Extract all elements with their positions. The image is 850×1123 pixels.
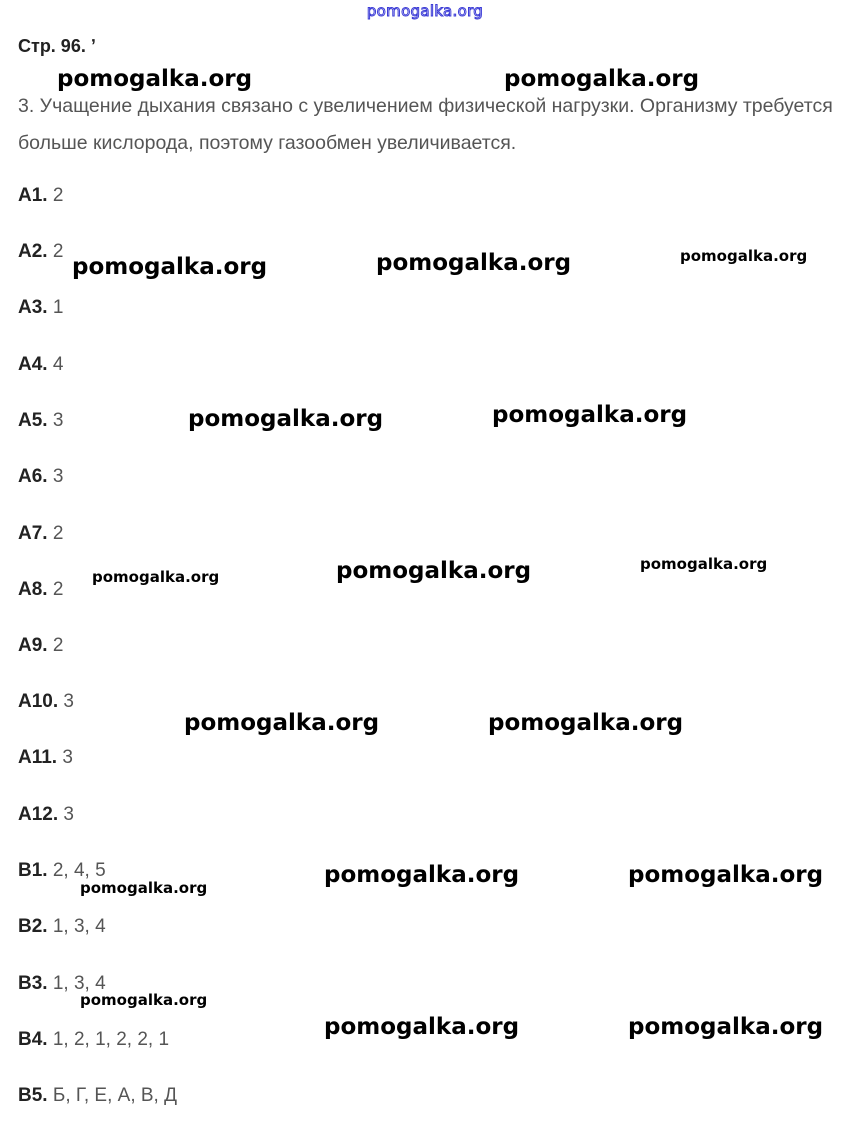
answer-a6 — [18, 466, 63, 488]
answer-b5 — [18, 1085, 177, 1107]
answer-label: А7. — [18, 523, 48, 544]
answer-value: 2 — [52, 579, 64, 600]
answer-a1 — [18, 185, 63, 207]
answer-value: 4 — [52, 354, 64, 375]
watermark: pomogalka.org — [188, 406, 384, 432]
watermark: pomogalka.org — [628, 1014, 824, 1040]
page-label-mark: ʼ — [90, 36, 96, 56]
answer-value: 1, 3, 4 — [52, 916, 106, 937]
watermark: pomogalka.org — [488, 710, 684, 736]
answer-value: 2 — [52, 241, 64, 262]
answer-value: 1 — [52, 297, 64, 318]
watermark: pomogalka.org — [628, 862, 824, 888]
page-label-text: Стр. 96. — [18, 36, 86, 56]
answer-label: А4. — [18, 354, 48, 375]
answer-value: 3 — [52, 466, 64, 487]
answer-label: А5. — [18, 410, 48, 431]
answer-label: А3. — [18, 297, 48, 318]
answer-value: 2 — [52, 523, 64, 544]
answer-value: 3 — [52, 410, 64, 431]
answer-label: А6. — [18, 466, 48, 487]
header-watermark: pomogalka.org — [366, 2, 484, 20]
answer-value: 1, 3, 4 — [52, 973, 106, 994]
answer-label: А1. — [18, 185, 48, 206]
watermark: pomogalka.org — [680, 247, 808, 265]
answer-a11 — [18, 747, 73, 769]
answer-label: В5. — [18, 1085, 48, 1106]
watermark: pomogalka.org — [324, 1014, 520, 1040]
answer-a5 — [18, 410, 63, 432]
answer-paragraph: 3. Учащение дыхания связано с увеличением физической нагрузки. Организму требуется больше кислорода, поэтому газообмен увеличивается. — [18, 95, 833, 154]
answer-label: В4. — [18, 1029, 48, 1050]
page-label — [18, 36, 96, 57]
watermark: pomogalka.org — [504, 66, 700, 92]
answer-a4 — [18, 354, 63, 376]
watermark: pomogalka.org — [184, 710, 380, 736]
watermark: pomogalka.org — [92, 568, 220, 586]
answer-label: А10. — [18, 691, 59, 712]
answer-a8 — [18, 579, 63, 601]
answer-b2 — [18, 916, 106, 938]
answer-a7 — [18, 523, 63, 545]
watermark: pomogalka.org — [80, 991, 208, 1009]
answer-value: Б, Г, Е, А, В, Д — [52, 1085, 177, 1106]
answer-value: 2, 4, 5 — [52, 860, 106, 881]
watermark: pomogalka.org — [376, 250, 572, 276]
watermark: pomogalka.org — [80, 879, 208, 897]
answer-value: 2 — [52, 635, 64, 656]
answer-label: В2. — [18, 916, 48, 937]
answer-label: В3. — [18, 973, 48, 994]
watermark: pomogalka.org — [640, 555, 768, 573]
watermark: pomogalka.org — [72, 254, 268, 280]
answer-a3 — [18, 297, 63, 319]
watermark: pomogalka.org — [57, 66, 253, 92]
answer-value: 3 — [62, 747, 73, 768]
answer-label: А9. — [18, 635, 48, 656]
answer-label: А11. — [18, 747, 58, 768]
answer-a9 — [18, 635, 63, 657]
answer-value: 1, 2, 1, 2, 2, 1 — [52, 1029, 170, 1050]
answer-b4 — [18, 1029, 169, 1051]
answer-label: А8. — [18, 579, 48, 600]
answer-label: А2. — [18, 241, 48, 262]
answer-a2 — [18, 241, 63, 263]
answer-value: 2 — [52, 185, 64, 206]
answer-a10 — [18, 691, 74, 713]
watermark: pomogalka.org — [324, 862, 520, 888]
watermark: pomogalka.org — [336, 558, 532, 584]
answer-a12 — [18, 804, 74, 826]
watermark: pomogalka.org — [492, 402, 688, 428]
answer-label: В1. — [18, 860, 48, 881]
answer-label: А12. — [18, 804, 59, 825]
answer-value: 3 — [63, 804, 74, 825]
answer-value: 3 — [63, 691, 74, 712]
